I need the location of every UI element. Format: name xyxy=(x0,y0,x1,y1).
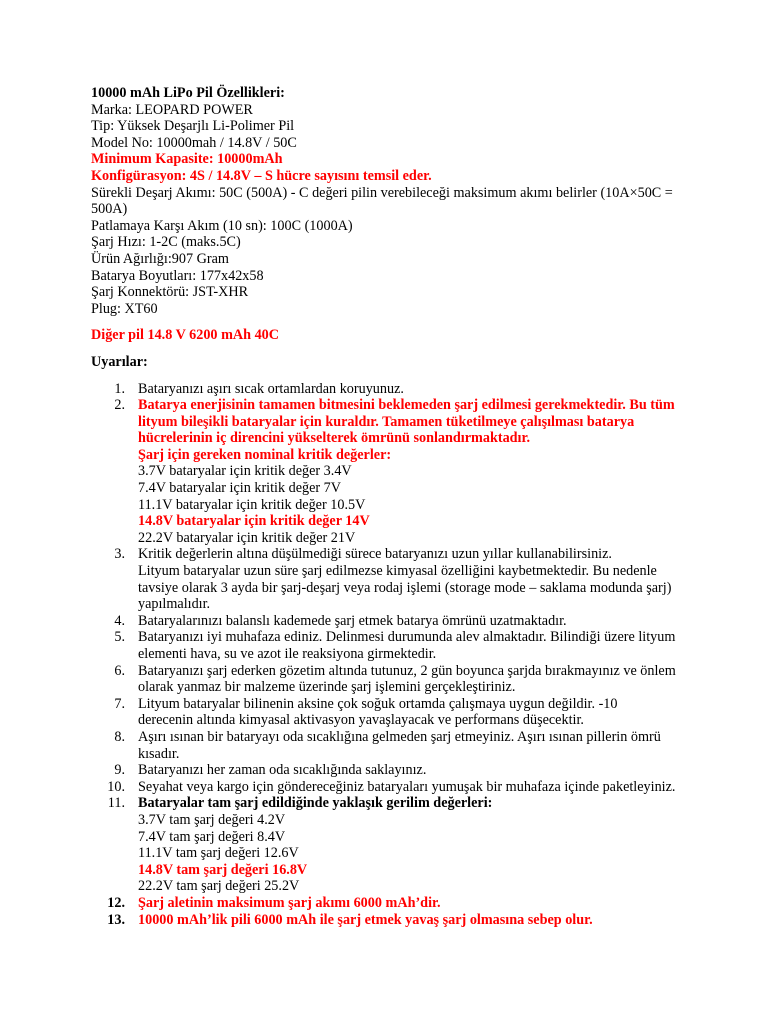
warning-text-line: elementi hava, su ve azot ile reaksiyona girmektedir. xyxy=(138,646,437,662)
warning-item-8 xyxy=(91,729,768,762)
spec-min-capacity: Minimum Kapasite: 10000mAh xyxy=(91,151,283,168)
spec-charge-rate: Şarj Hızı: 1-2C (maks.5C) xyxy=(91,234,241,251)
warning-text-line: Lityum bataryalar uzun süre şarj edilmezse kimyasal özelliğini kaybetmektedir. Bu nedenle xyxy=(138,563,657,580)
list-number: 8. xyxy=(114,728,125,745)
warning-item-1 xyxy=(91,381,768,398)
warning-text-line: Aşırı ısınan bir bataryayı oda sıcaklığına gelmeden şarj etmeyiniz. Aşırı ısınan pillerin ömrü xyxy=(138,728,661,745)
full-charge-value-line: 11.1V tam şarj değeri 12.6V xyxy=(138,845,299,862)
warning-body xyxy=(138,629,675,662)
list-number: 10. xyxy=(107,778,125,795)
list-number: 13. xyxy=(107,911,125,928)
warning-text-line: Lityum bataryalar bilinenin aksine çok soğuk ortamda çalışmaya uygun değildir. -10 xyxy=(138,695,618,712)
warning-text-line: derecenin altında kimyasal aktivasyon yavaşlayacak ve performans düşecektir. xyxy=(138,712,584,729)
warning-text-line: Bataryalarınızı balanslı kademede şarj etmek batarya ömrünü uzatmaktadır. xyxy=(138,612,567,629)
warning-text-line: Bataryanızı şarj ederken gözetim altında tutunuz, 2 gün boyunca şarjda bırakmayınız ve önlem xyxy=(138,662,676,679)
critical-value-line: 22.2V bataryalar için kritik değer 21V xyxy=(138,529,356,546)
warning-body xyxy=(138,795,492,895)
full-charge-value-line-highlight: 14.8V tam şarj değeri 16.8V xyxy=(138,861,308,878)
spec-weight: Ürün Ağırlığı:907 Gram xyxy=(91,250,229,267)
list-number: 6. xyxy=(114,662,125,679)
other-battery: Diğer pil 14.8 V 6200 mAh 40C xyxy=(91,327,279,344)
warning-subheading: Bataryalar tam şarj edildiğinde yaklaşık gerilim değerleri: xyxy=(138,795,493,812)
warning-body xyxy=(138,895,441,912)
list-number: 12. xyxy=(107,894,125,911)
warning-text-line: Kritik değerlerin altına düşülmediği sürece bataryanızı uzun yıllar kullanabilirsiniz. xyxy=(138,546,612,563)
warning-item-5 xyxy=(91,629,768,662)
critical-value-line-highlight: 14.8V bataryalar için kritik değer 14V xyxy=(138,513,370,530)
warning-text-line: olarak yanmaz bir malzeme üzerinde şarj işlemini gerçekleştiriniz. xyxy=(138,679,516,696)
warning-body xyxy=(138,762,426,779)
list-number: 9. xyxy=(114,762,125,779)
warning-item-10 xyxy=(91,779,768,796)
spec-title: 10000 mAh LiPo Pil Özellikleri: xyxy=(91,85,285,101)
warnings-list xyxy=(91,381,768,929)
warning-body xyxy=(138,779,675,796)
list-number: 4. xyxy=(114,612,125,629)
spec-charge-connector: Şarj Konnektörü: JST-XHR xyxy=(91,284,249,301)
warning-item-13 xyxy=(91,912,768,929)
warning-item-12 xyxy=(91,895,768,912)
list-number: 5. xyxy=(114,629,125,646)
spec-continuous-discharge-cont: 500A) xyxy=(91,201,128,218)
spec-configuration: Konfigürasyon: 4S / 14.8V – S hücre sayısını temsil eder. xyxy=(91,167,432,184)
list-number: 1. xyxy=(114,380,125,397)
warning-text-line: tavsiye olarak 3 ayda bir şarj-deşarj veya rodaj işlemi (storage mode – saklama modunda şarj) xyxy=(138,579,672,596)
warning-text-line: kısadır. xyxy=(138,745,180,762)
warning-body xyxy=(138,397,675,546)
critical-value-line: 7.4V bataryalar için kritik değer 7V xyxy=(138,480,342,497)
warning-item-7 xyxy=(91,696,768,729)
warning-body xyxy=(138,613,567,630)
critical-value-line: 11.1V bataryalar için kritik değer 10.5V xyxy=(138,496,366,513)
warning-body xyxy=(138,912,593,929)
list-number: 3. xyxy=(114,546,125,563)
spec-type: Tip: Yüksek Deşarjlı Li-Polimer Pil xyxy=(91,118,295,135)
warning-body xyxy=(138,696,618,729)
spec-continuous-discharge: Sürekli Deşarj Akımı: 50C (500A) - C değeri pilin verebileceği maksimum akımı belirler (10A×50C = xyxy=(91,184,673,201)
warning-item-3 xyxy=(91,546,768,612)
warning-item-9 xyxy=(91,762,768,779)
warning-text-line: 10000 mAh’lik pili 6000 mAh ile şarj etmek yavaş şarj olmasına sebep olur. xyxy=(138,911,593,928)
warning-text-line: hücrelerinin iç direncini yükselterek ömrünü sonlandırmaktadır. xyxy=(138,430,531,447)
warning-text-line: Seyahat veya kargo için göndereceğiniz bataryaları yumuşak bir muhafaza içinde paketleyiniz. xyxy=(138,778,676,795)
critical-value-line: 3.7V bataryalar için kritik değer 3.4V xyxy=(138,463,352,480)
spec-model: Model No: 10000mah / 14.8V / 50C xyxy=(91,134,297,151)
spec-brand: Marka: LEOPARD POWER xyxy=(91,101,253,118)
warning-text-line: Bataryanızı her zaman oda sıcaklığında saklayınız. xyxy=(138,762,427,779)
warning-body xyxy=(138,381,404,398)
warnings-heading: Uyarılar: xyxy=(91,353,148,370)
warning-item-6 xyxy=(91,663,768,696)
list-number: 7. xyxy=(114,695,125,712)
warning-text-line: Batarya enerjisinin tamamen bitmesini beklemeden şarj edilmesi gerekmektedir. Bu tüm xyxy=(138,397,675,414)
warning-text-line: Bataryanızı aşırı sıcak ortamlardan koruyunuz. xyxy=(138,380,404,397)
warning-body xyxy=(138,663,676,696)
full-charge-value-line: 3.7V tam şarj değeri 4.2V xyxy=(138,811,286,828)
warning-item-11 xyxy=(91,795,768,895)
warning-subheading: Şarj için gereken nominal kritik değerler: xyxy=(138,446,392,463)
warning-text-line: lityum bileşikli bataryalar için kuraldır. Tamamen tüketilmeye çalışılması batarya xyxy=(138,413,635,430)
list-number: 11. xyxy=(107,795,125,812)
warning-item-2 xyxy=(91,397,768,546)
warning-text-line: Şarj aletinin maksimum şarj akımı 6000 mAh’dir. xyxy=(138,894,441,911)
spec-dimensions: Batarya Boyutları: 177x42x58 xyxy=(91,267,264,284)
warning-body xyxy=(138,546,671,612)
full-charge-value-line: 22.2V tam şarj değeri 25.2V xyxy=(138,878,300,895)
full-charge-value-line: 7.4V tam şarj değeri 8.4V xyxy=(138,828,286,845)
warning-text-line: Bataryanızı iyi muhafaza ediniz. Delinmesi durumunda alev almaktadır. Bilindiği üzere lityum xyxy=(138,629,676,646)
warning-text-line: yapılmalıdır. xyxy=(138,596,211,613)
list-number: 2. xyxy=(114,397,125,414)
spec-burst-current: Patlamaya Karşı Akım (10 sn): 100C (1000A) xyxy=(91,217,353,234)
warning-body xyxy=(138,729,661,762)
spec-plug: Plug: XT60 xyxy=(91,300,158,317)
warning-item-4 xyxy=(91,613,768,630)
